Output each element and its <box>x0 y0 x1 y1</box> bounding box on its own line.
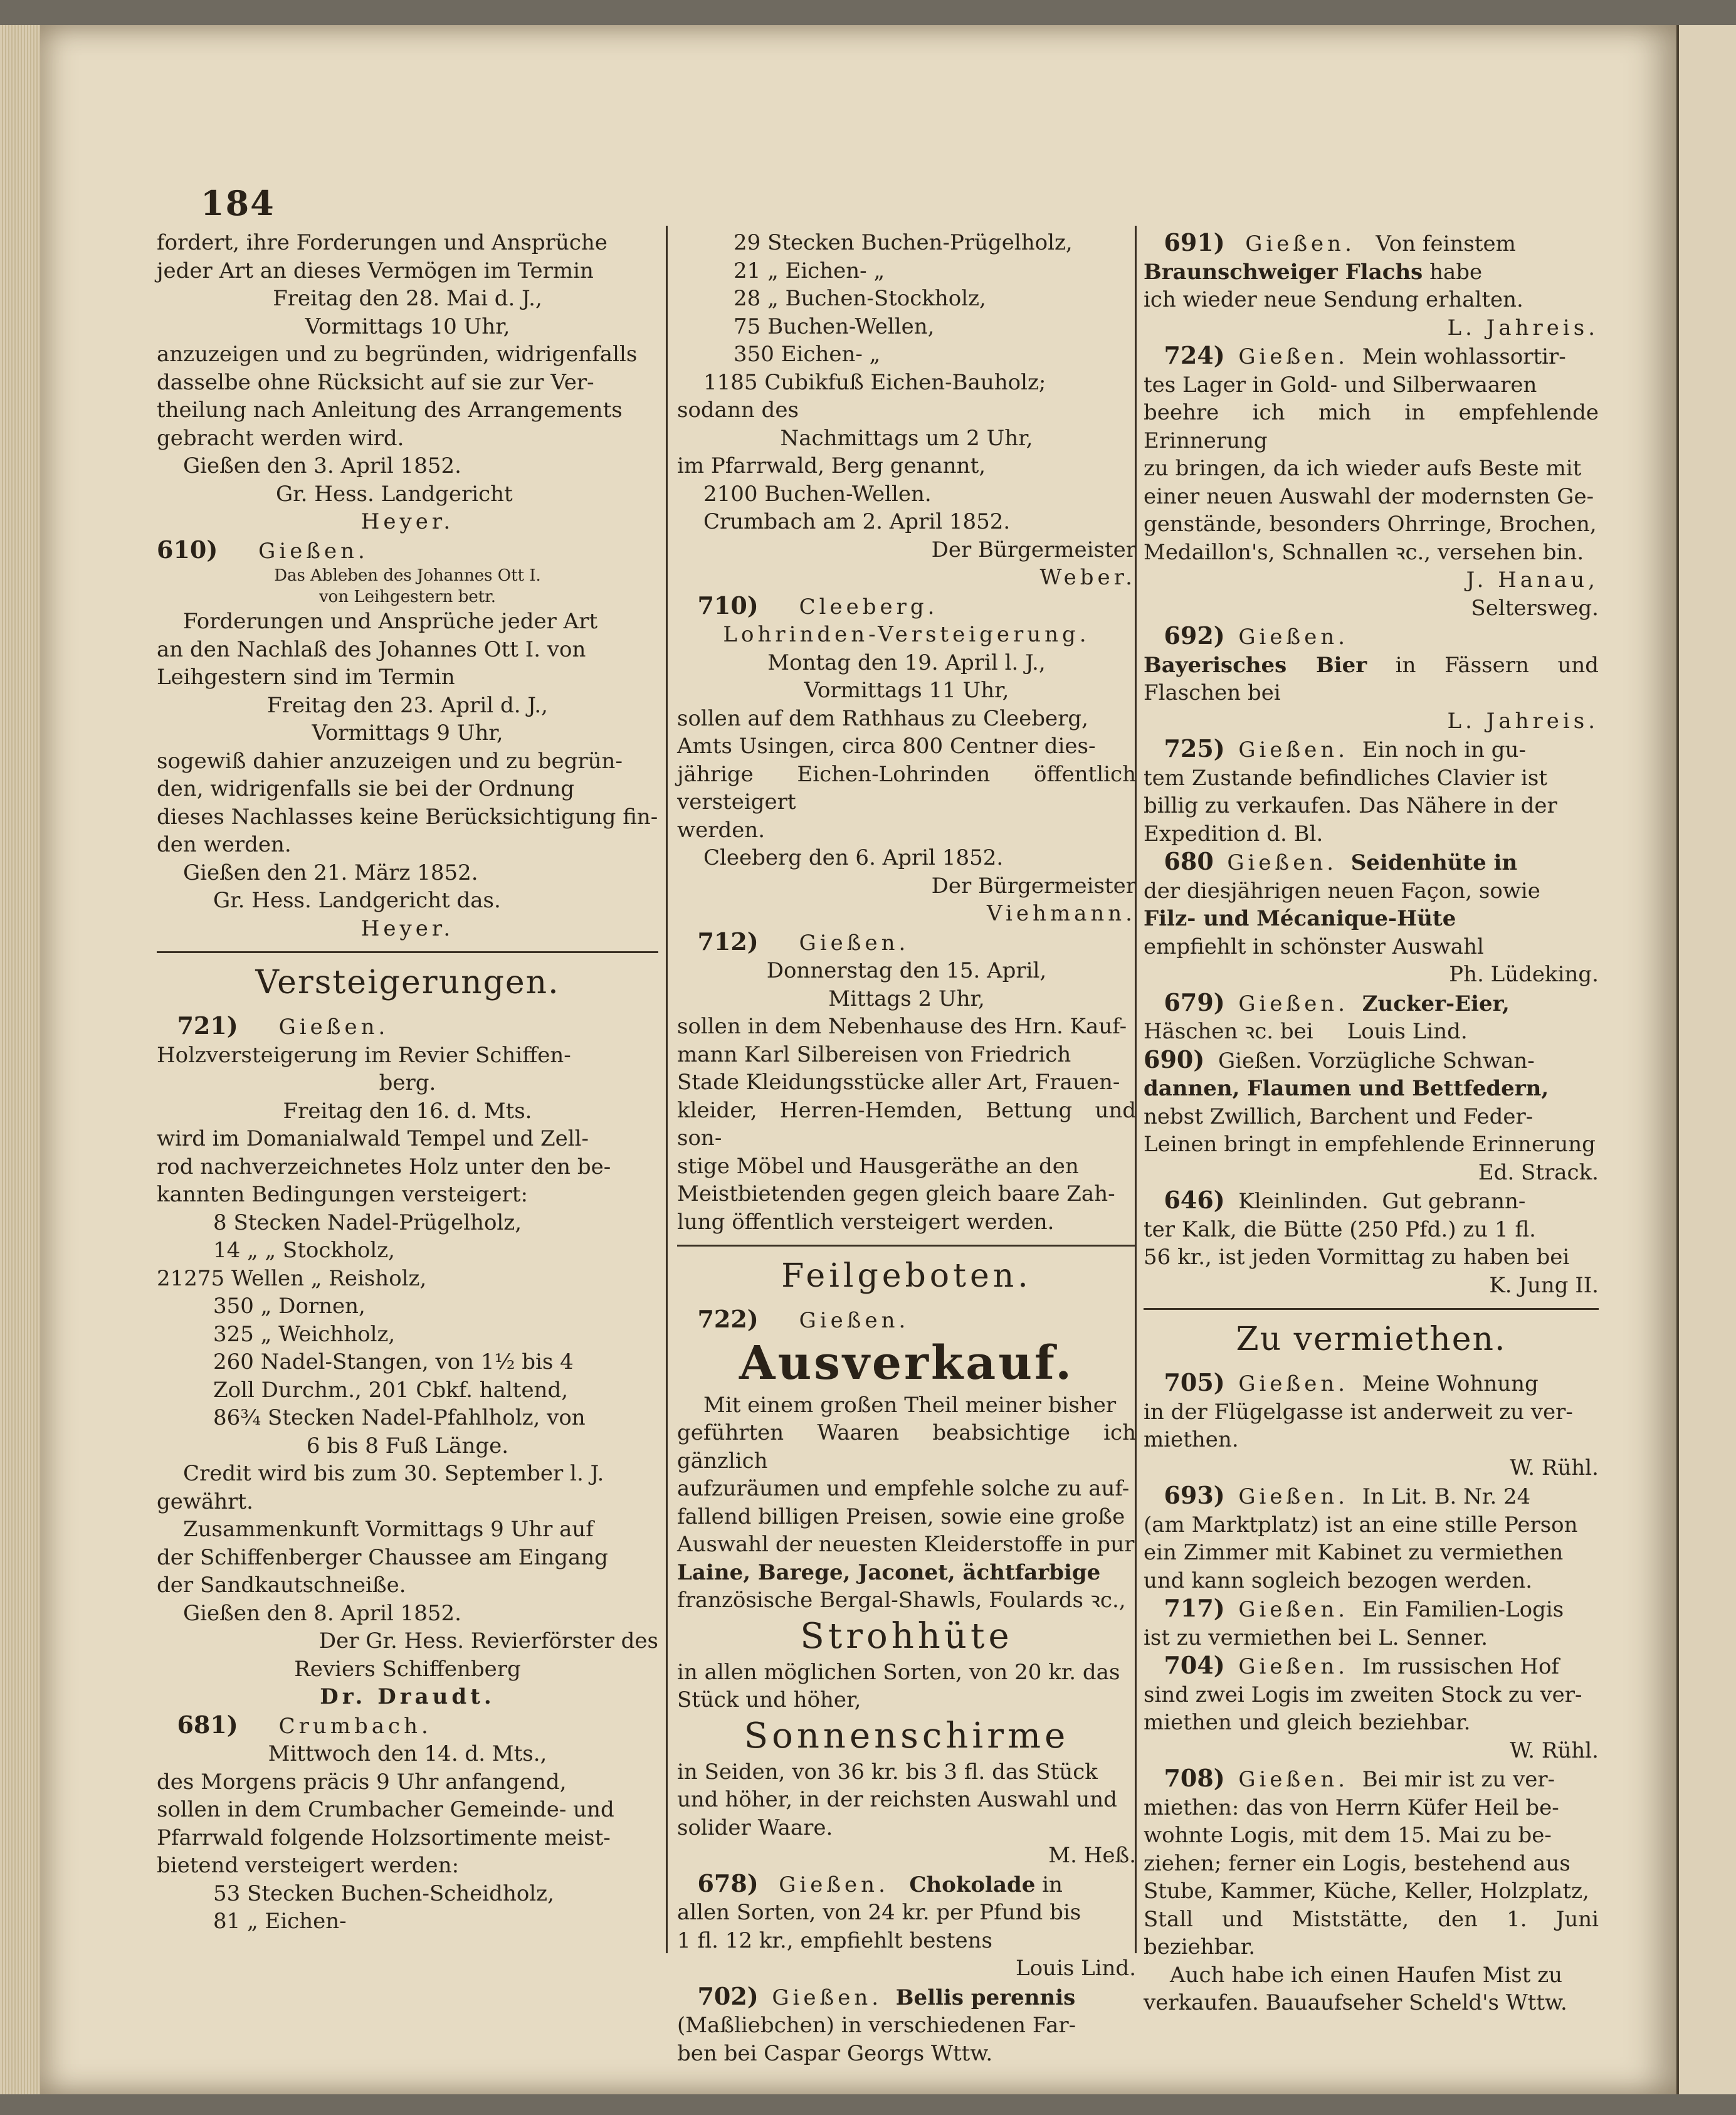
text-line: Meistbietenden gegen gleich baare Zah- <box>677 1181 1115 1206</box>
ad-number: 710) <box>697 591 759 620</box>
ad-number: 722) <box>697 1305 759 1333</box>
ad-subtitle: Lohrinden-Versteigerung. <box>723 622 1090 647</box>
text-line: einer neuen Auswahl der modernsten Ge- <box>1144 483 1594 509</box>
text-line: gewährt. <box>157 1489 253 1514</box>
text-line: 53 Stecken Buchen-Scheidholz, <box>213 1880 554 1906</box>
text-line: Gr. Hess. Landgericht <box>276 481 513 507</box>
signature: Ed. Strack. <box>1478 1159 1599 1185</box>
ad-717-header <box>1144 1595 1599 1624</box>
section-title: Feilgeboten. <box>781 1257 1032 1295</box>
ad-place: Gießen. <box>779 1872 889 1897</box>
signature: Dr. Draudt. <box>320 1684 495 1709</box>
ad-place: Gießen. <box>772 1985 883 2010</box>
text-line: 56 kr., ist jeden Vormittag zu haben bei <box>1144 1245 1570 1270</box>
text-line: Mittags 2 Uhr, <box>828 986 985 1011</box>
text-line: wohnte Logis, mit dem 15. Mai zu be- <box>1144 1823 1552 1848</box>
text-line: jeder Art an dieses Vermögen im Termin <box>157 258 594 283</box>
text-line: Gießen den 8. April 1852. <box>183 1600 461 1626</box>
signature: Louis Lind. <box>1016 1956 1136 1981</box>
text-line: lung öffentlich versteigert werden. <box>677 1209 1055 1235</box>
text-line: solider Waare. <box>677 1815 833 1840</box>
text-line: in Seiden, von 36 kr. bis 3 fl. das Stück <box>677 1759 1098 1785</box>
book-page-edge <box>0 25 40 2094</box>
text-line: fordert, ihre Forderungen und Ansprüche <box>157 230 608 255</box>
text-line: bietend versteigert werden: <box>157 1853 460 1878</box>
signature: Heyer. <box>360 509 455 534</box>
text-line <box>1144 1018 1599 1046</box>
text-line: sind zwei Logis im zweiten Stock zu ver- <box>1144 1682 1582 1707</box>
ad-number: 712) <box>697 927 759 956</box>
text-line: anzuzeigen und zu begründen, widrigenfalls <box>157 342 638 367</box>
text-line: zu bringen, da ich wieder aufs Beste mit <box>1144 456 1582 481</box>
signature: W. Rühl. <box>1510 1738 1599 1763</box>
ad-number: 680 <box>1164 847 1214 875</box>
text-line: der Sandkautschneiße. <box>157 1573 406 1598</box>
signature: Louis Lind. <box>1347 1019 1468 1044</box>
ad-number: 705) <box>1164 1368 1225 1396</box>
text-line: 75 Buchen-Wellen, <box>734 314 935 339</box>
text-fragment: Seidenhüte in <box>1350 850 1518 875</box>
text-line: sollen auf dem Rathhaus zu Cleeberg, <box>677 705 1088 731</box>
text-line: ein Zimmer mit Kabinet zu vermiethen <box>1144 1540 1564 1565</box>
text-line: gebracht werden wird. <box>157 425 404 451</box>
divider <box>1144 1308 1599 1310</box>
text-line: 2100 Buchen-Wellen. <box>703 481 932 507</box>
text-line: stige Möbel und Hausgeräthe an den <box>677 1153 1079 1179</box>
text-line: tem Zustande befindliches Clavier ist <box>1144 765 1548 791</box>
signature: L. Jahreis. <box>1447 708 1599 734</box>
ad-product: Chokolade <box>909 1872 1036 1897</box>
text-line: und kann sogleich bezogen werden. <box>1144 1568 1533 1593</box>
text-line: sodann des <box>677 398 799 423</box>
ad-691-header <box>1144 229 1599 258</box>
text-fragment: Von feinstem <box>1376 231 1516 256</box>
text-line: Leinen bringt in empfehlende Erinnerung <box>1144 1132 1596 1157</box>
ad-product: Braunschweiger Flachs <box>1144 259 1423 285</box>
ad-712-header <box>677 928 1136 957</box>
ad-number: 704) <box>1164 1651 1225 1679</box>
text-fragment: In Lit. B. Nr. 24 <box>1362 1484 1531 1509</box>
text-line: Auch habe ich einen Haufen Mist zu <box>1170 1962 1563 1988</box>
ad-product: Bayerisches Bier <box>1144 652 1367 678</box>
text-line: 14 „ „ Stockholz, <box>213 1238 395 1263</box>
ad-place: Crumbach. <box>278 1713 432 1739</box>
text-line: Pfarrwald folgende Holzsortimente meist- <box>157 1825 611 1850</box>
text-fragment: Meine Wohnung <box>1362 1371 1539 1396</box>
ad-number: 679) <box>1164 988 1225 1016</box>
text-line: 325 „ Weichholz, <box>213 1321 396 1347</box>
text-line: 86¾ Stecken Nadel-Pfahlholz, von <box>213 1405 586 1430</box>
ad-number: 725) <box>1164 734 1225 762</box>
text-line: in der Flügelgasse ist anderweit zu ver- <box>1144 1399 1573 1425</box>
text-line: kleider, Herren-Hemden, Bettung und son- <box>677 1097 1136 1151</box>
text-line: den, widrigenfalls sie bei der Ordnung <box>157 776 575 801</box>
text-line: der diesjährigen neuen Façon, sowie <box>1144 878 1540 904</box>
ad-headline: Ausverkauf. <box>739 1336 1074 1390</box>
ad-705-header <box>1144 1369 1599 1398</box>
section-title: Versteigerungen. <box>255 964 560 1001</box>
text-fragment: Ein noch in gu- <box>1362 737 1526 762</box>
text-line: an den Nachlaß des Johannes Ott I. von <box>157 636 586 662</box>
text-line: 81 „ Eichen- <box>213 1909 347 1934</box>
text-line: Stube, Kammer, Küche, Keller, Holzplatz, <box>1144 1879 1589 1904</box>
text-line: nebst Zwillich, Barchent und Feder- <box>1144 1104 1533 1129</box>
ad-number: 610) <box>157 535 218 564</box>
ad-place: Cleeberg. <box>799 594 939 620</box>
ad-693-header <box>1144 1482 1599 1511</box>
ad-place: Gießen. <box>1238 625 1349 650</box>
text-line: Gießen den 3. April 1852. <box>183 453 461 478</box>
text-line: in allen möglichen Sorten, von 20 kr. das <box>677 1659 1120 1685</box>
column-1 <box>157 229 658 1936</box>
text-line: Amts Usingen, circa 800 Centner dies- <box>677 734 1096 759</box>
text-line: Crumbach am 2. April 1852. <box>703 509 1011 534</box>
text-fragment: habe <box>1429 259 1483 285</box>
text-line <box>1144 258 1599 287</box>
text-line: beehre ich mich in empfehlende Erinnerung <box>1144 400 1599 453</box>
ad-610-header <box>157 536 658 566</box>
text-line: fallend billigen Preisen, sowie eine große <box>677 1504 1125 1529</box>
text-line: des Morgens präcis 9 Uhr anfangend, <box>157 1769 567 1795</box>
text-line: empfiehlt in schönster Auswahl <box>1144 934 1484 959</box>
text-line: Zusammenkunft Vormittags 9 Uhr auf <box>183 1517 594 1542</box>
text-line: 1 fl. 12 kr., empfiehlt bestens <box>677 1928 992 1953</box>
text-line: Expedition d. Bl. <box>1144 821 1323 847</box>
text-line: den werden. <box>157 832 292 857</box>
text-line: Seltersweg. <box>1471 595 1599 621</box>
signature: K. Jung II. <box>1489 1272 1599 1298</box>
section-title: Zu vermiethen. <box>1236 1321 1507 1358</box>
ad-680-header <box>1144 848 1599 877</box>
divider <box>677 1245 1136 1247</box>
ad-note: Das Ableben des Johannes Ott I. <box>274 566 541 585</box>
column-2 <box>677 229 1136 2067</box>
text-line: Leihgestern sind im Termin <box>157 665 455 690</box>
signature: Viehmann. <box>987 901 1136 926</box>
ad-710-header <box>677 592 1136 621</box>
text-line: 1185 Cubikfuß Eichen-Bauholz; <box>703 369 1046 395</box>
text-line: verkaufen. Bauaufseher Scheld's Wttw. <box>1144 1990 1567 2015</box>
text-line: Mittwoch den 14. d. Mts., <box>268 1741 547 1766</box>
ad-722-header <box>677 1305 1136 1335</box>
text-line: Freitag den 16. d. Mts. <box>283 1098 532 1124</box>
text-line: 6 bis 8 Fuß Länge. <box>306 1433 509 1458</box>
text-line: ist zu vermiethen bei L. Senner. <box>1144 1625 1488 1650</box>
signature: W. Rühl. <box>1510 1455 1599 1480</box>
signature: Weber. <box>1039 565 1136 590</box>
text-line: miethen. <box>1144 1427 1239 1452</box>
ad-place: Gießen. <box>799 930 910 956</box>
text-line: Credit wird bis zum 30. September l. J. <box>183 1461 604 1486</box>
column-3 <box>1144 229 1599 2017</box>
text-fragment: Häschen ꝛc. bei <box>1144 1019 1313 1044</box>
ad-690-header <box>1144 1046 1599 1075</box>
text-line: allen Sorten, von 24 kr. per Pfund bis <box>677 1900 1081 1925</box>
text-line: Stade Kleidungsstücke aller Art, Frauen- <box>677 1070 1120 1095</box>
text-line: Gießen den 21. März 1852. <box>183 860 478 885</box>
text-line: 29 Stecken Buchen-Prügelholz, <box>734 230 1073 255</box>
signature: Heyer. <box>360 915 455 941</box>
text-fragment: Ein Familien-Logis <box>1362 1597 1564 1622</box>
ad-number: 691) <box>1164 228 1225 256</box>
text-line: Der Gr. Hess. Revierförster des <box>318 1628 658 1653</box>
text-line: (Maßliebchen) in verschiedenen Far- <box>677 2013 1076 2038</box>
ad-subheadline: Sonnenschirme <box>744 1715 1070 1756</box>
ad-place: Gießen. <box>799 1308 910 1333</box>
text-line: 8 Stecken Nadel-Prügelholz, <box>213 1210 522 1235</box>
signature: J. Hanau, <box>1466 567 1599 593</box>
ad-725-header <box>1144 735 1599 764</box>
signature: Ph. Lüdeking. <box>1449 962 1599 987</box>
text-line: ziehen; ferner ein Logis, bestehend aus <box>1144 1850 1570 1876</box>
ad-place: Gießen. <box>1238 344 1349 369</box>
ad-number: 646) <box>1164 1186 1225 1214</box>
text-line: sollen in dem Crumbacher Gemeinde- und <box>157 1797 614 1822</box>
ad-678-header <box>677 1870 1136 1899</box>
text-line: Nachmittags um 2 Uhr, <box>780 425 1033 451</box>
ad-number: 717) <box>1164 1594 1225 1622</box>
ad-692-header <box>1144 622 1599 651</box>
text-fragment: in <box>1042 1872 1063 1897</box>
ad-number: 690) <box>1144 1045 1205 1073</box>
text-line: genstände, besonders Ohrringe, Brochen, <box>1144 512 1597 537</box>
text-fragment: Im russischen Hof <box>1362 1654 1560 1679</box>
signature: M. Heß. <box>1048 1843 1136 1868</box>
text-line: 350 „ Dornen, <box>213 1294 366 1319</box>
text-line: sollen in dem Nebenhause des Hrn. Kauf- <box>677 1014 1127 1039</box>
text-line: Der Bürgermeister <box>931 537 1136 562</box>
ad-place: Gießen. <box>1227 850 1338 875</box>
signature: L. Jahreis. <box>1447 315 1599 340</box>
text-line: geführten Waaren beabsichtige ich gänzlich <box>677 1420 1136 1474</box>
text-line: Freitag den 23. April d. J., <box>267 692 548 718</box>
ad-place: Gießen. <box>1238 1597 1349 1622</box>
text-line: ter Kalk, die Bütte (250 Pfd.) zu 1 fl. <box>1144 1216 1536 1242</box>
text-line: Cleeberg den 6. April 1852. <box>703 845 1004 870</box>
text-line: Laine, Barege, Jaconet, ächtfarbige <box>677 1559 1101 1585</box>
text-line: Zoll Durchm., 201 Cbkf. haltend, <box>213 1377 569 1403</box>
text-line: ich wieder neue Sendung erhalten. <box>1144 287 1523 312</box>
text-line: Auswahl der neuesten Kleiderstoffe in pur <box>677 1532 1135 1557</box>
text-line: Stall und Miststätte, den 1. Juni beziehbar. <box>1144 1906 1599 1959</box>
ad-704-header <box>1144 1652 1599 1681</box>
text-line: tes Lager in Gold- und Silberwaaren <box>1144 372 1537 398</box>
text-line: rod nachverzeichnetes Holz unter den be- <box>157 1154 611 1179</box>
text-line: Donnerstag den 15. April, <box>766 958 1047 983</box>
ad-number: 681) <box>177 1710 238 1739</box>
text-line: und höher, in der reichsten Auswahl und <box>677 1787 1117 1812</box>
ad-679-header <box>1144 989 1599 1018</box>
text-line: Reviers Schiffenberg <box>294 1656 521 1682</box>
text-line: Freitag den 28. Mai d. J., <box>273 286 542 311</box>
ad-note: von Leihgestern betr. <box>318 588 497 606</box>
text-line: kannten Bedingungen versteigert: <box>157 1182 528 1207</box>
ad-place: Gießen. <box>1218 1048 1302 1073</box>
ad-724-header <box>1144 342 1599 371</box>
text-line: Medaillon's, Schnallen ꝛc., versehen bin. <box>1144 539 1584 565</box>
ad-721-header <box>157 1012 658 1042</box>
text-line: Stück und höher, <box>677 1687 861 1712</box>
ad-place: Gießen. <box>278 1015 389 1040</box>
ad-number: 724) <box>1164 341 1225 369</box>
ad-number: 708) <box>1164 1764 1225 1792</box>
text-fragment: Vorzügliche Schwan- <box>1308 1048 1535 1073</box>
text-line: im Pfarrwald, Berg genannt, <box>677 453 986 478</box>
text-line: werden. <box>677 817 765 843</box>
ad-place: Gießen. <box>1238 737 1349 762</box>
text-line: Gr. Hess. Landgericht das. <box>213 888 501 913</box>
text-line: der Schiffenberger Chaussee am Eingang <box>157 1544 608 1570</box>
page-number: 184 <box>201 183 275 223</box>
text-line: Forderungen und Ansprüche jeder Art <box>183 609 598 634</box>
text-line: Mit einem großen Theil meiner bisher <box>703 1392 1117 1418</box>
text-line: ben bei Caspar Georgs Wttw. <box>677 2040 993 2066</box>
facing-page-edge <box>1676 25 1736 2094</box>
text-fragment: Gut gebrann- <box>1382 1189 1526 1214</box>
text-line: (am Marktplatz) ist an eine stille Person <box>1144 1512 1578 1537</box>
ad-708-header <box>1144 1764 1599 1794</box>
ad-number: 692) <box>1164 621 1225 650</box>
text-line <box>1144 651 1599 707</box>
text-line: Filz- und Mécanique-Hüte <box>1144 906 1456 931</box>
text-line: 28 „ Buchen-Stockholz, <box>734 286 986 311</box>
ad-681-header <box>157 1711 658 1741</box>
text-line: Vormittags 9 Uhr, <box>312 720 503 746</box>
text-line: Vormittags 10 Uhr, <box>305 314 510 339</box>
text-fragment: Bei mir ist zu ver- <box>1362 1767 1555 1792</box>
text-line: 21275 Wellen „ Reisholz, <box>157 1265 427 1291</box>
ad-702-header <box>677 1983 1136 2012</box>
ad-place: Kleinlinden. <box>1238 1189 1369 1214</box>
ad-place: Gießen. <box>258 538 369 564</box>
text-line: 260 Nadel-Stangen, von 1½ bis 4 <box>213 1349 574 1374</box>
ad-place: Gießen. <box>1238 1654 1349 1679</box>
ad-place: Gießen. <box>1238 1371 1349 1396</box>
text-line: mann Karl Silbereisen von Friedrich <box>677 1042 1071 1067</box>
text-line: theilung nach Anleitung des Arrangements <box>157 398 623 423</box>
text-line: miethen und gleich beziehbar. <box>1144 1710 1471 1735</box>
ad-number: 721) <box>177 1011 238 1040</box>
ad-product: Zucker-Eier, <box>1362 991 1510 1016</box>
text-line: aufzuräumen und empfehle solche zu auf- <box>677 1476 1130 1501</box>
text-line: dannen, Flaumen und Bettfedern, <box>1144 1076 1549 1101</box>
text-line: Holzversteigerung im Revier Schiffen- <box>157 1042 571 1068</box>
ad-place: Gießen. <box>1245 231 1355 256</box>
text-fragment: in Fässern und Flaschen bei <box>1144 652 1599 705</box>
text-line: 350 Eichen- „ <box>734 342 881 367</box>
ad-subheadline: Strohhüte <box>800 1615 1013 1657</box>
text-line: dieses Nachlasses keine Berücksichtigung fin- <box>157 804 658 830</box>
column-rule-1 <box>666 226 668 1953</box>
text-line: billig zu verkaufen. Das Nähere in der <box>1144 793 1557 818</box>
text-line: Vormittags 11 Uhr, <box>804 678 1009 703</box>
ad-number: 702) <box>697 1981 759 2010</box>
ad-number: 693) <box>1164 1481 1225 1509</box>
text-line: Der Bürgermeister <box>931 873 1136 899</box>
text-line: dasselbe ohne Rücksicht auf sie zur Ver- <box>157 369 594 395</box>
text-line: miethen: das von Herrn Küfer Heil be- <box>1144 1795 1559 1820</box>
text-line: berg. <box>379 1070 436 1095</box>
text-line: französische Bergal-Shawls, Foulards ꝛc., <box>677 1588 1126 1613</box>
ad-place: Gießen. <box>1238 991 1349 1016</box>
ad-place: Gießen. <box>1238 1767 1349 1792</box>
ad-place: Gießen. <box>1238 1484 1349 1509</box>
text-line: jährige Eichen-Lohrinden öffentlich versteigert <box>677 761 1136 815</box>
ad-product: Bellis perennis <box>895 1985 1076 2010</box>
text-line: wird im Domanialwald Tempel und Zell- <box>157 1126 589 1151</box>
divider <box>157 951 658 953</box>
ad-646-header <box>1144 1186 1599 1216</box>
text-line: 21 „ Eichen- „ <box>734 258 885 283</box>
text-line: Montag den 19. April l. J., <box>767 650 1046 675</box>
text-fragment: Mein wohlassortir- <box>1362 344 1566 369</box>
text-line: sogewiß dahier anzuzeigen und zu begrün- <box>157 748 623 774</box>
ad-number: 678) <box>697 1869 759 1897</box>
